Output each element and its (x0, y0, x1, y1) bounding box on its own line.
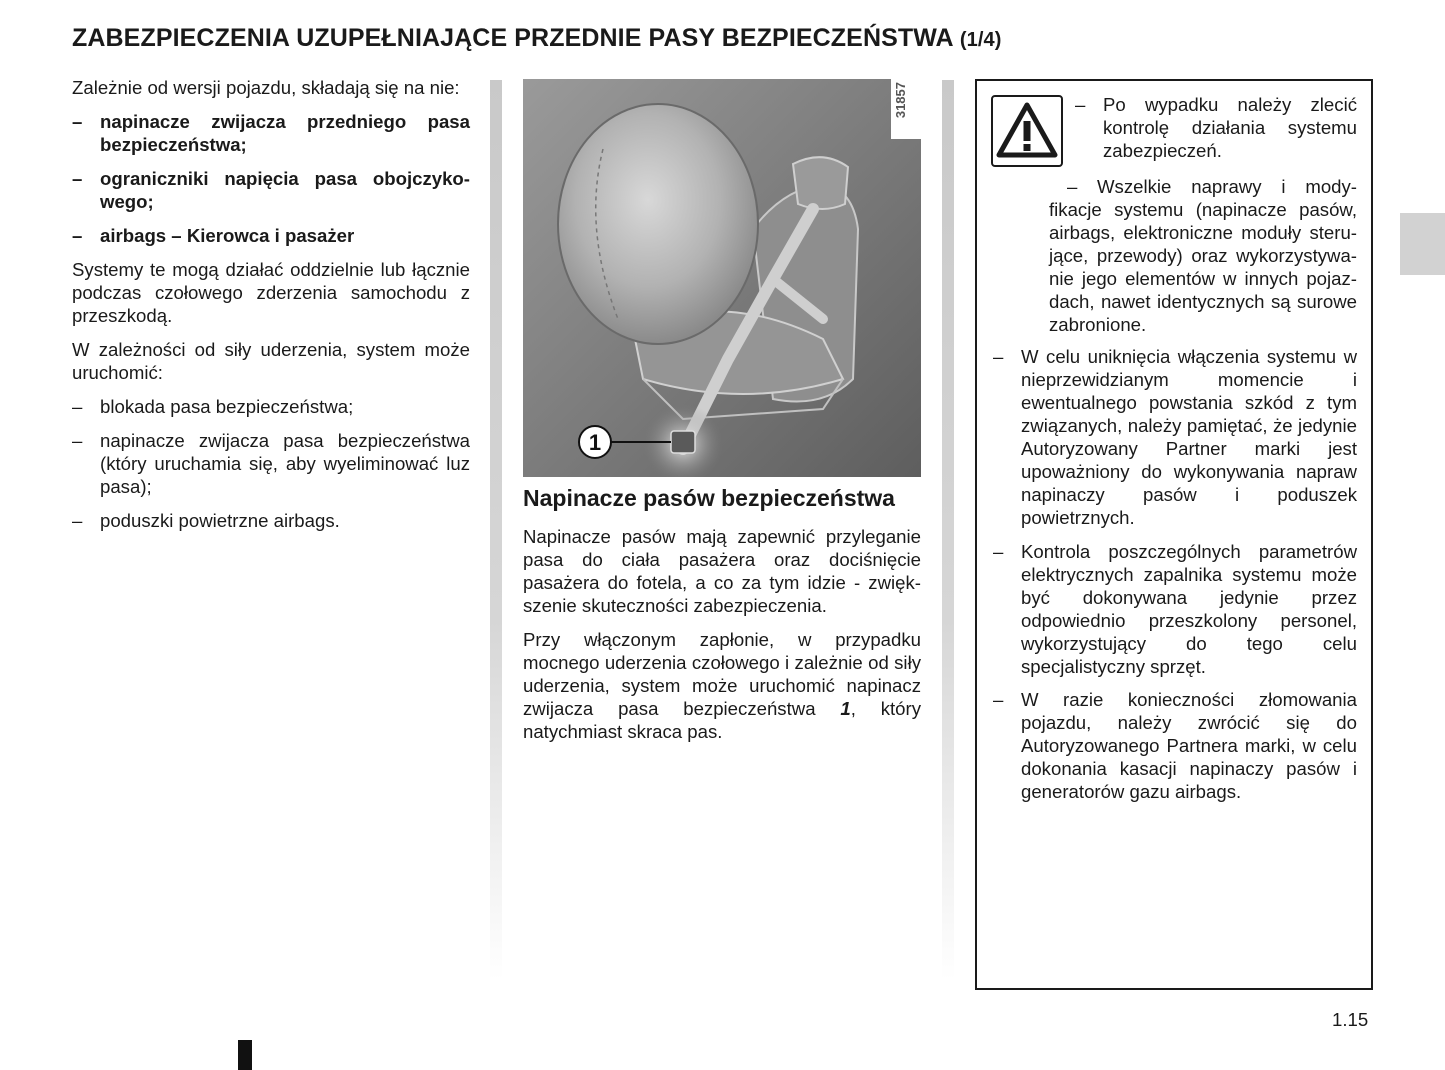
callout-label: 1 (588, 430, 602, 455)
section-tab (1400, 213, 1445, 275)
seat-illustration-svg (523, 79, 921, 477)
warning-box (975, 79, 1373, 990)
page-title (72, 24, 1001, 53)
list-item: – blokada pasa bezpieczeństwa; (72, 396, 354, 417)
list-item: – napinacze zwijacza pasa bezpieczeństwa (który uruchamia się, aby wyeliminować luz pasa); (72, 430, 470, 497)
warning-item: – W celu uniknięcia włączenia systemu w nieprzewidzianym momencie i ewentualnego powstania szkód z tym związanych, należy pamiętać, że jedynie Autoryzowany Partner marki jest upoważniony do wykonywania napraw napinaczy pasów i poduszek powietrznych. (993, 346, 1357, 528)
paragraph: Napinacze pasów mają zapewnić przyleganie pasa do ciała pasażera oraz dociśnięcie pasażera do fotela, a co za tym idzie - zwiększenie skuteczności zabezpieczenia. (523, 526, 921, 616)
paragraph: W zależności od siły uderzenia, system może uruchomić: (72, 339, 470, 383)
page-marker (238, 1040, 252, 1070)
page-title-part: (1/4) (959, 29, 1002, 51)
paragraph: Systemy te mogą działać oddzielnie lub łącznie podczas czołowego zderzenia samochodu z przeszkodą. (72, 259, 470, 326)
list-item: – napinacze zwijacza przedniego pasa bezpieczeństwa; (72, 111, 470, 155)
section-heading: Napinacze pasów bezpieczeństwa (523, 485, 895, 511)
warning-item: – W razie konieczności złomowania pojazdu, należy zwrócić się do Autoryzowanego Partnera marki, w celu dokonania kasacji napinaczy pasów i generatorów gazu airbags. (993, 689, 1357, 802)
figure-code: 31857 (893, 82, 908, 119)
intro-text: Zależnie od wersji pojazdu, składają się na nie: (72, 77, 460, 98)
page-title-main: ZABEZPIECZENIA UZUPEŁNIAJĄCE PRZEDNIE PASY BEZPIECZEŃSTWA (72, 24, 953, 52)
middle-column (523, 484, 921, 754)
column-separator (490, 80, 502, 980)
column-separator (942, 80, 954, 980)
list-item: – poduszki powietrzne airbags. (72, 510, 340, 531)
list-item: – ograniczniki napięcia pasa obojczykowego; (72, 168, 470, 212)
warning-item: – Kontrola poszczególnych parametrów elektrycznych zapalnika systemu może być dokonywana jedynie przez odpowiednio przeszkolony personel, wykorzystujący do tego celu specjalistyczny sprzęt. (993, 541, 1357, 677)
paragraph: Przy włączonym zapłonie, w przypadku mocnego uderzenia czołowego i zależnie od siły uderzenia, system może uruchomić napinacz zwijacza pasa bezpieczeństwa 1, który natychmiast skraca pas. (523, 629, 921, 742)
left-column (72, 76, 470, 543)
warning-item: – Wszelkie naprawy i modyfikacje systemu (napinacze pasów, airbags, elektroniczne moduły sterujące, przewody) oraz wykorzystywanie jego elementów w innych pojazdach, nawet identycznych są surowe zabronione. (1049, 176, 1357, 335)
warning-item: – Po wypadku należy zlecić kontrolę działania systemu zabezpieczeń. (1075, 94, 1357, 161)
seat-airbag-illustration (523, 79, 921, 477)
warning-triangle-icon (991, 95, 1063, 167)
list-item: – airbags – Kierowca i pasażer (72, 225, 355, 246)
page-number: 1.15 (1332, 1009, 1369, 1030)
